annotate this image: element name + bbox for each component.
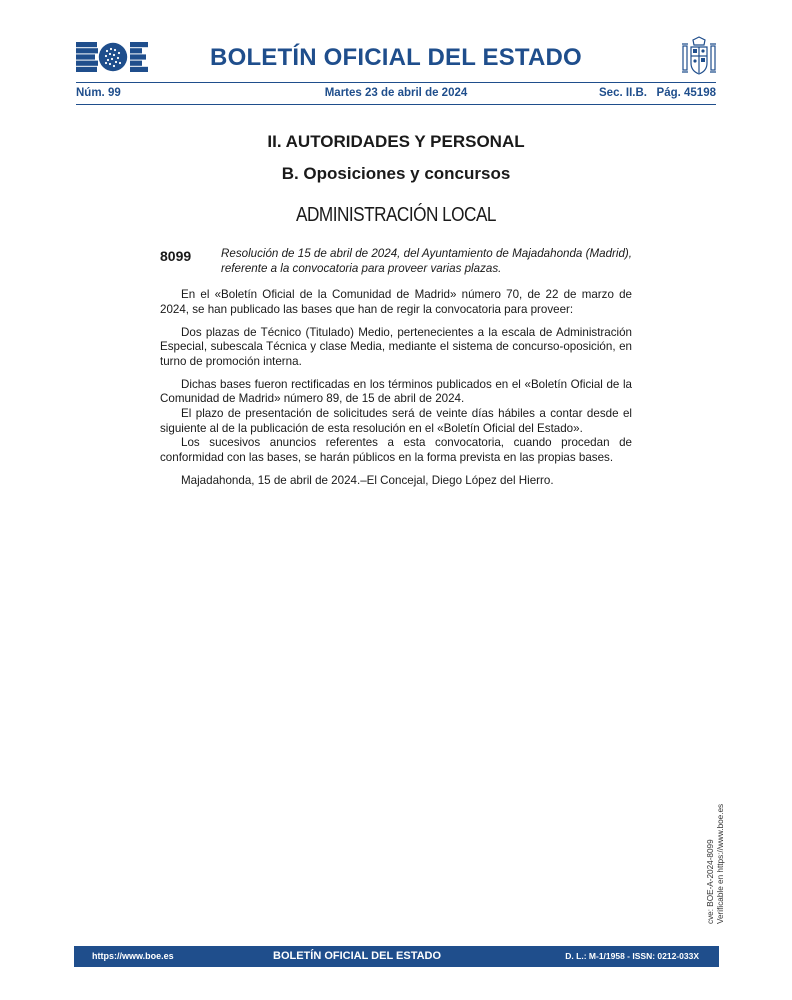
- cve-code: cve: BOE-A-2024-8099: [706, 839, 715, 924]
- footer-bar: [74, 946, 719, 967]
- body-paragraph: El plazo de presentación de solicitudes será de veinte días hábiles a contar desde el siguiente al de la publicación de esta resolución en el «Boletín Oficial del Estado».: [160, 406, 632, 435]
- body-paragraph: En el «Boletín Oficial de la Comunidad de Madrid» número 70, de 22 de marzo de 2024, se han publicado las bases que han de regir la convocatoria para proveer:: [160, 288, 632, 316]
- body-paragraph: Dos plazas de Técnico (Titulado) Medio, pertenecientes a la escala de Administración Especial, subescala Técnica y clase Media, mediante el sistema de concurso-oposición, en turno de promoción interna.: [160, 325, 632, 368]
- verification-note: [706, 804, 726, 924]
- footer-legal: D. L.: M-1/1958 - ISSN: 0212-033X: [565, 951, 699, 961]
- resolution-title: Resolución de 15 de abril de 2024, del Ayuntamiento de Majadahonda (Madrid), referente a la convocatoria para proveer varias plazas.: [221, 247, 632, 275]
- administration-heading: ADMINISTRACIÓN LOCAL: [296, 204, 496, 226]
- coat-of-arms-icon: [680, 36, 718, 76]
- signature-line: Majadahonda, 15 de abril de 2024.–El Concejal, Diego López del Hierro.: [181, 473, 554, 487]
- entry-number: 8099: [160, 248, 192, 264]
- boe-logo-icon: [76, 42, 148, 72]
- issue-number: Núm. 99: [76, 87, 121, 99]
- body-paragraph: Dichas bases fueron rectificadas en los términos publicados en el «Boletín Oficial de la Comunidad de Madrid» número 89, de 15 de abril de 2024.: [160, 377, 632, 406]
- subsection-heading: B. Oposiciones y concursos: [281, 164, 511, 183]
- footer-title: BOLETÍN OFICIAL DEL ESTADO: [273, 950, 442, 962]
- issue-date: Martes 23 de abril de 2024: [324, 87, 468, 99]
- section-heading: II. AUTORIDADES Y PERSONAL: [267, 132, 525, 151]
- header-rule-top: [76, 82, 716, 83]
- verification-url: Verificable en https://www.boe.es: [716, 803, 725, 924]
- header-rule-bottom: [76, 104, 716, 105]
- masthead-title: BOLETÍN OFICIAL DEL ESTADO: [210, 44, 582, 71]
- body-text: [160, 288, 632, 488]
- section-page: Sec. II.B. Pág. 45198: [599, 87, 716, 99]
- body-paragraph: Los sucesivos anuncios referentes a esta convocatoria, cuando procedan de conformidad con las bases, se harán públicos en la forma prevista en las propias bases.: [160, 436, 632, 464]
- footer-url-link[interactable]: https://www.boe.es: [92, 951, 174, 961]
